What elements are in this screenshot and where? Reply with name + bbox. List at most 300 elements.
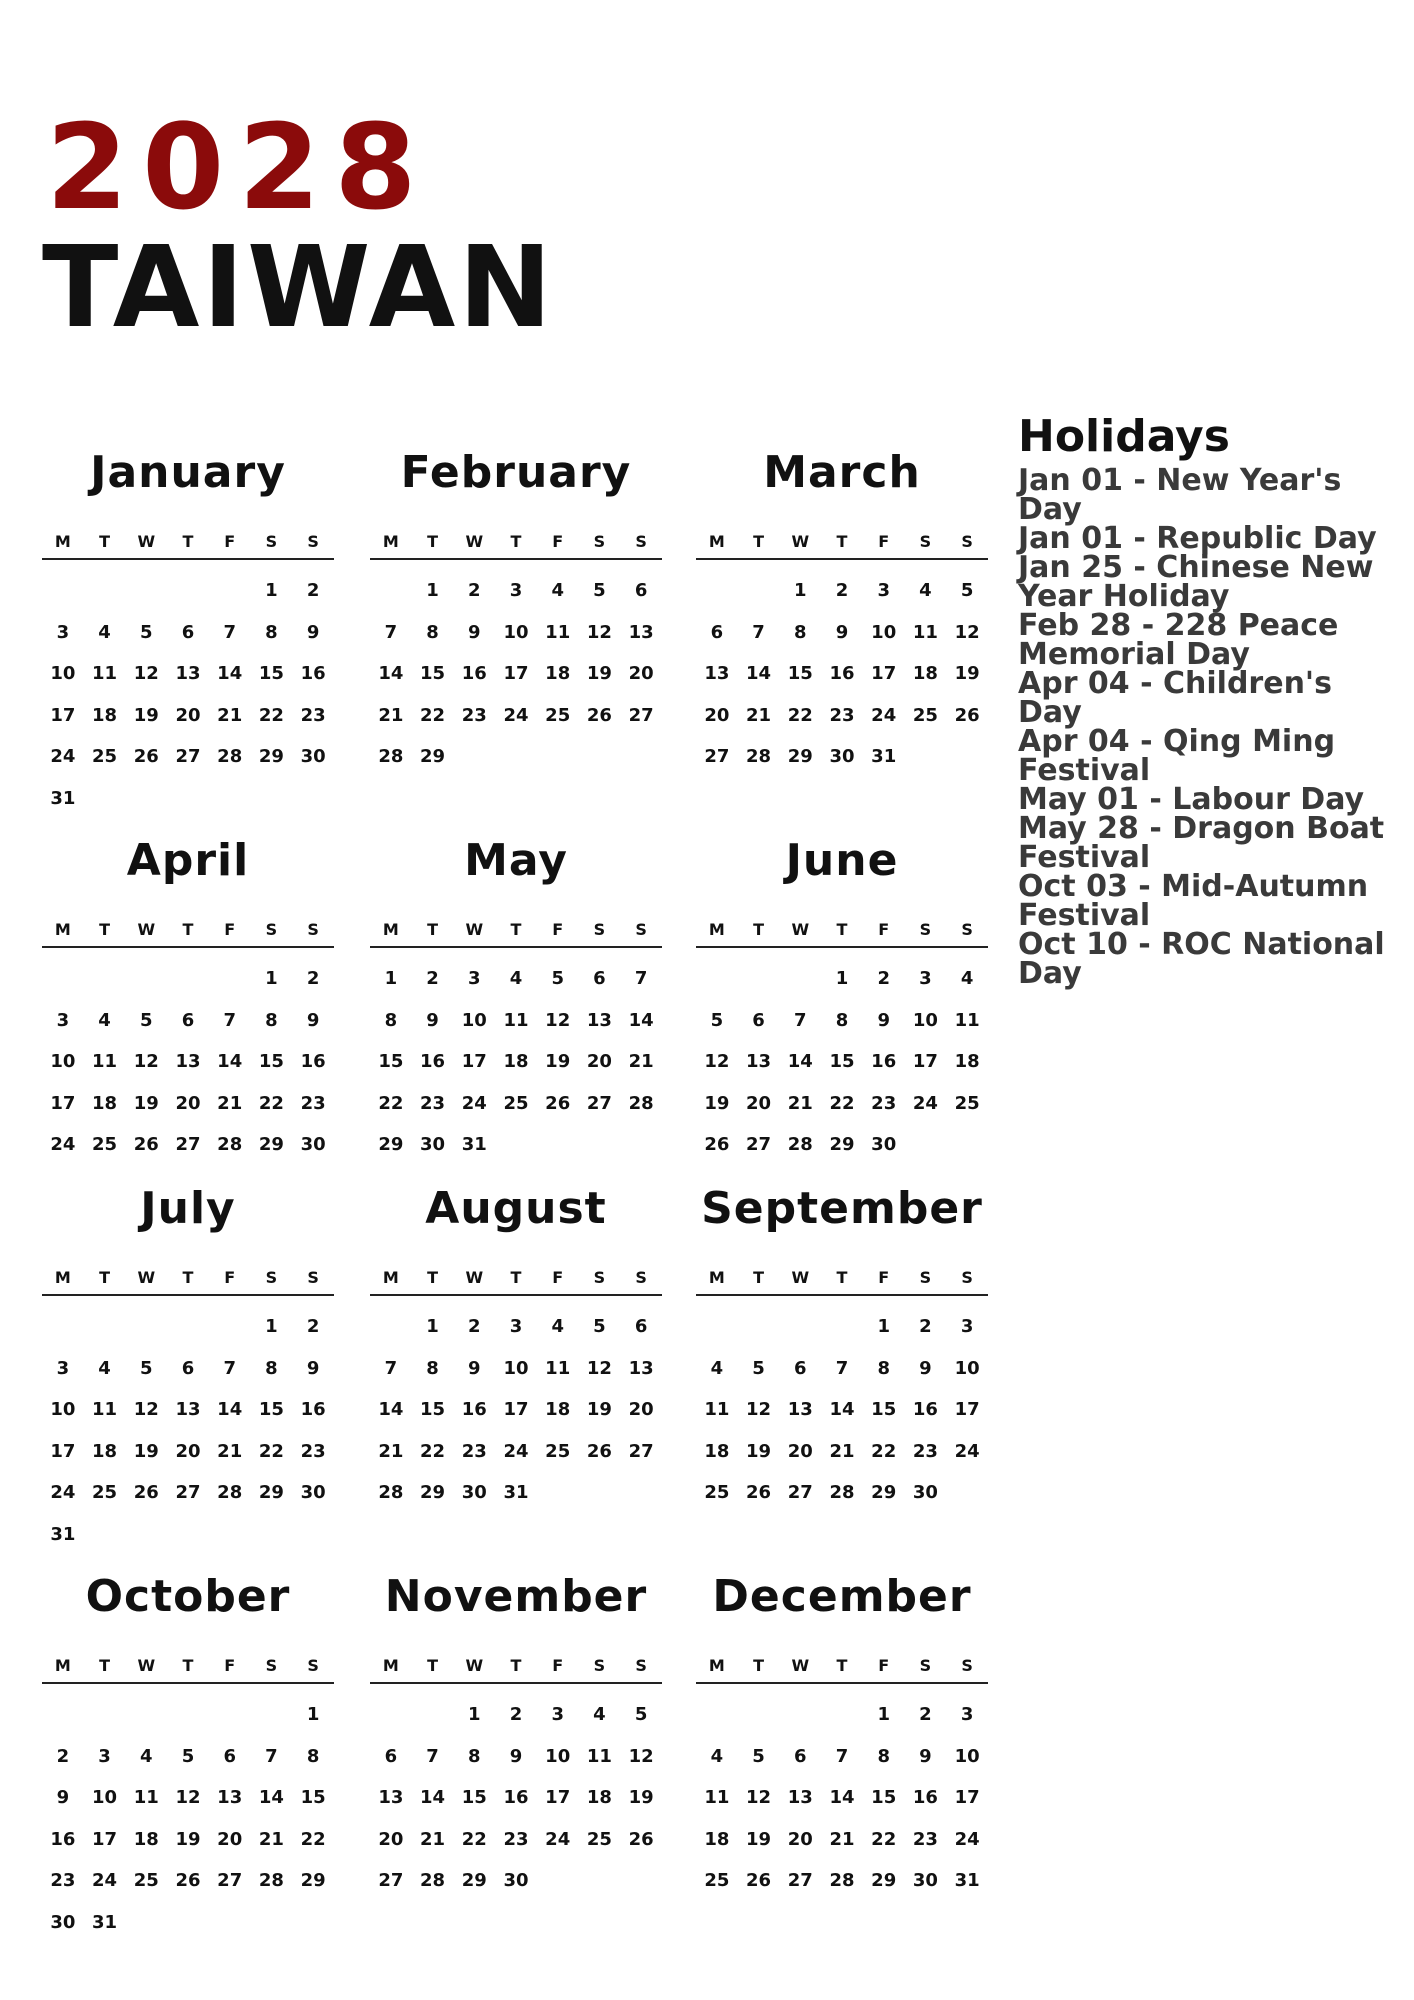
- day-cell: 20: [217, 1828, 243, 1850]
- day-cell: 21: [258, 1828, 284, 1850]
- day-cell: 10: [461, 1009, 487, 1031]
- weekday-label: S: [961, 1267, 973, 1287]
- holiday-item: Jan 01 - New Year's Day: [1018, 463, 1342, 527]
- day-cell: 28: [217, 1482, 243, 1503]
- day-cell: 5: [960, 580, 974, 601]
- day-cell: 1: [265, 580, 278, 601]
- day-cell: 2: [877, 968, 890, 989]
- day-cell: 3: [98, 1745, 111, 1767]
- holiday-item: Feb 28 - 228 Peace Memorial Day: [1018, 608, 1339, 672]
- day-cell: 29: [300, 1870, 326, 1891]
- calendar-year: 2028: [46, 98, 431, 236]
- day-cell: 4: [593, 1704, 606, 1725]
- day-cell: 17: [545, 1787, 571, 1808]
- weekday-label: S: [919, 1267, 932, 1287]
- day-cell: 8: [265, 1009, 278, 1031]
- month-name: January: [90, 447, 286, 498]
- day-cell: 17: [912, 1051, 938, 1072]
- weekday-header: [42, 916, 334, 948]
- day-grid: [42, 958, 334, 1166]
- day-cell: 7: [384, 621, 398, 643]
- empty-day-cell: [125, 958, 167, 1000]
- day-grid: [42, 570, 334, 819]
- day-cell: 13: [586, 1009, 612, 1031]
- weekday-header: [696, 528, 988, 560]
- day-cell: 13: [175, 663, 201, 684]
- day-cell: 10: [503, 1357, 529, 1379]
- holiday-item: Jan 01 - Republic Day: [1018, 521, 1377, 556]
- empty-day-cell: [125, 1694, 167, 1736]
- empty-day-cell: [696, 1306, 738, 1348]
- day-cell: 24: [50, 746, 76, 767]
- day-cell: 7: [223, 621, 236, 643]
- day-cell: 24: [503, 704, 529, 726]
- day-cell: 30: [461, 1482, 487, 1503]
- day-cell: 2: [835, 580, 849, 601]
- day-cell: 1: [835, 968, 849, 989]
- month-name: October: [85, 1571, 291, 1622]
- day-cell: 26: [586, 1440, 612, 1462]
- day-cell: 22: [829, 1092, 855, 1114]
- day-cell: 18: [503, 1051, 529, 1072]
- day-cell: 13: [378, 1787, 404, 1808]
- day-cell: 15: [378, 1051, 404, 1072]
- day-cell: 28: [420, 1870, 446, 1891]
- country-title: TAIWAN: [42, 223, 555, 353]
- day-cell: 5: [593, 1316, 606, 1337]
- day-cell: 6: [752, 1009, 765, 1031]
- day-cell: 26: [746, 1870, 772, 1891]
- day-grid: [42, 1306, 334, 1555]
- day-cell: 19: [746, 1440, 772, 1462]
- day-cell: 11: [92, 1051, 118, 1072]
- empty-day-cell: [84, 958, 126, 1000]
- day-cell: 6: [181, 621, 195, 643]
- day-cell: 24: [545, 1828, 571, 1850]
- weekday-label: M: [54, 1267, 71, 1287]
- day-cell: 13: [175, 1051, 201, 1072]
- weekday-label: T: [182, 1655, 194, 1675]
- day-cell: 29: [787, 746, 813, 767]
- day-cell: 11: [133, 1787, 159, 1808]
- day-cell: 25: [92, 1134, 118, 1155]
- weekday-label: W: [465, 919, 484, 939]
- day-cell: 11: [704, 1399, 730, 1420]
- day-cell: 1: [877, 1316, 890, 1337]
- holiday-item: Oct 10 - ROC National Day: [1018, 927, 1385, 991]
- day-cell: 19: [954, 663, 980, 684]
- day-cell: 13: [787, 1787, 813, 1808]
- day-cell: 20: [746, 1092, 772, 1114]
- day-cell: 18: [92, 1440, 118, 1462]
- day-cell: 9: [56, 1787, 70, 1808]
- day-cell: 8: [877, 1357, 890, 1379]
- day-cell: 25: [912, 704, 938, 726]
- day-cell: 10: [545, 1745, 571, 1767]
- weekday-label: F: [224, 531, 236, 551]
- day-cell: 13: [628, 621, 654, 643]
- day-cell: 22: [420, 704, 446, 726]
- empty-day-cell: [738, 1306, 780, 1348]
- day-cell: 14: [217, 1051, 243, 1072]
- empty-day-cell: [167, 1694, 209, 1736]
- day-cell: 17: [954, 1399, 980, 1420]
- weekday-label: S: [593, 1655, 606, 1675]
- day-cell: 20: [586, 1051, 612, 1072]
- day-cell: 15: [300, 1787, 326, 1808]
- day-cell: 10: [954, 1745, 980, 1767]
- empty-day-cell: [412, 1694, 454, 1736]
- day-cell: 30: [50, 1911, 76, 1933]
- day-cell: 22: [461, 1828, 487, 1850]
- weekday-label: M: [54, 531, 71, 551]
- day-cell: 15: [787, 663, 813, 684]
- day-grid: [696, 1694, 988, 1902]
- day-cell: 25: [545, 704, 571, 726]
- day-cell: 30: [420, 1134, 446, 1155]
- day-cell: 13: [704, 663, 730, 684]
- weekday-label: F: [878, 919, 890, 939]
- month-july: [42, 1184, 334, 1555]
- day-cell: 15: [420, 663, 446, 684]
- day-cell: 18: [704, 1828, 730, 1850]
- day-grid: [42, 1694, 334, 1943]
- day-cell: 12: [133, 1051, 159, 1072]
- weekday-label: W: [465, 1267, 484, 1287]
- day-cell: 10: [50, 663, 76, 684]
- weekday-label: T: [753, 531, 765, 551]
- weekday-label: T: [427, 919, 439, 939]
- weekday-label: S: [919, 919, 932, 939]
- day-cell: 9: [306, 1357, 320, 1379]
- day-cell: 14: [420, 1787, 446, 1808]
- day-cell: 27: [628, 704, 654, 726]
- weekday-label: F: [552, 919, 564, 939]
- weekday-label: W: [465, 1655, 484, 1675]
- day-cell: 4: [960, 968, 974, 989]
- month-august: [370, 1184, 662, 1514]
- empty-day-cell: [779, 1694, 821, 1736]
- weekday-header: [370, 1264, 662, 1296]
- weekday-label: M: [382, 919, 399, 939]
- day-cell: 5: [593, 580, 606, 601]
- day-cell: 28: [628, 1092, 654, 1114]
- holidays-panel: [1018, 411, 1398, 991]
- day-cell: 5: [551, 968, 564, 989]
- weekday-label: T: [510, 919, 522, 939]
- empty-day-cell: [42, 1306, 84, 1348]
- weekday-label: W: [137, 919, 156, 939]
- weekday-header: [42, 1652, 334, 1684]
- day-cell: 20: [787, 1440, 813, 1462]
- day-cell: 20: [175, 704, 201, 726]
- day-cell: 7: [223, 1357, 236, 1379]
- holiday-item: Jan 25 - Chinese New Year Holiday: [1018, 550, 1374, 614]
- day-cell: 24: [503, 1440, 529, 1462]
- day-cell: 23: [912, 1828, 938, 1850]
- day-cell: 1: [426, 1316, 439, 1337]
- day-cell: 23: [461, 704, 487, 726]
- day-cell: 31: [503, 1482, 529, 1503]
- weekday-label: T: [427, 531, 439, 551]
- day-cell: 8: [426, 1357, 439, 1379]
- day-cell: 11: [92, 1399, 118, 1420]
- day-cell: 27: [175, 746, 201, 767]
- weekday-label: F: [224, 1655, 236, 1675]
- weekday-label: S: [919, 1655, 932, 1675]
- day-cell: 27: [787, 1870, 813, 1891]
- day-cell: 22: [420, 1440, 446, 1462]
- day-cell: 27: [217, 1870, 243, 1891]
- weekday-label: S: [961, 531, 973, 551]
- day-cell: 2: [56, 1745, 70, 1767]
- day-cell: 2: [919, 1704, 932, 1725]
- day-cell: 4: [710, 1357, 724, 1379]
- empty-day-cell: [251, 1694, 293, 1736]
- day-cell: 28: [378, 746, 404, 767]
- day-cell: 16: [300, 1399, 326, 1420]
- day-cell: 11: [704, 1787, 730, 1808]
- day-cell: 24: [954, 1440, 980, 1462]
- weekday-header: [42, 528, 334, 560]
- day-cell: 7: [265, 1745, 278, 1767]
- weekday-header: [696, 916, 988, 948]
- day-cell: 20: [704, 704, 730, 726]
- empty-day-cell: [821, 1694, 863, 1736]
- day-cell: 9: [919, 1745, 932, 1767]
- day-cell: 3: [919, 968, 932, 989]
- day-cell: 27: [175, 1482, 201, 1503]
- day-cell: 1: [468, 1704, 481, 1725]
- day-cell: 23: [912, 1440, 938, 1462]
- weekday-label: S: [961, 919, 973, 939]
- month-name: September: [701, 1183, 983, 1234]
- day-cell: 12: [175, 1787, 201, 1808]
- day-cell: 18: [545, 663, 571, 684]
- day-cell: 16: [912, 1787, 938, 1808]
- day-cell: 8: [265, 1357, 278, 1379]
- day-cell: 14: [829, 1399, 855, 1420]
- month-january: [42, 448, 334, 819]
- day-cell: 12: [954, 621, 980, 643]
- day-cell: 2: [306, 580, 320, 601]
- day-cell: 21: [217, 704, 243, 726]
- day-cell: 23: [829, 704, 855, 726]
- day-cell: 9: [468, 1357, 481, 1379]
- day-cell: 26: [586, 704, 612, 726]
- day-cell: 29: [378, 1134, 404, 1155]
- day-cell: 4: [509, 968, 523, 989]
- day-cell: 28: [787, 1134, 813, 1155]
- day-cell: 10: [912, 1009, 938, 1031]
- day-cell: 4: [98, 621, 111, 643]
- day-cell: 5: [140, 1357, 153, 1379]
- day-cell: 29: [420, 746, 446, 767]
- month-name: December: [712, 1571, 972, 1622]
- weekday-label: T: [753, 1655, 765, 1675]
- day-cell: 24: [50, 1482, 76, 1503]
- day-cell: 19: [133, 704, 159, 726]
- day-cell: 12: [586, 621, 612, 643]
- day-cell: 16: [50, 1828, 76, 1850]
- day-cell: 18: [954, 1051, 980, 1072]
- day-cell: 15: [871, 1787, 897, 1808]
- month-name: June: [785, 835, 899, 886]
- weekday-header: [696, 1652, 988, 1684]
- day-cell: 13: [628, 1357, 654, 1379]
- day-cell: 1: [794, 580, 807, 601]
- day-cell: 17: [50, 704, 76, 726]
- day-cell: 21: [217, 1092, 243, 1114]
- day-grid: [370, 570, 662, 778]
- weekday-label: S: [635, 1655, 647, 1675]
- day-cell: 15: [461, 1787, 487, 1808]
- weekday-label: T: [99, 1655, 111, 1675]
- day-cell: 21: [420, 1828, 446, 1850]
- empty-day-cell: [370, 1694, 412, 1736]
- day-cell: 26: [628, 1828, 654, 1850]
- day-cell: 26: [133, 1482, 159, 1503]
- day-cell: 27: [378, 1870, 404, 1891]
- day-cell: 21: [378, 704, 404, 726]
- day-cell: 12: [746, 1787, 772, 1808]
- day-cell: 12: [746, 1399, 772, 1420]
- day-cell: 15: [258, 1399, 284, 1420]
- day-cell: 7: [384, 1357, 398, 1379]
- day-cell: 18: [92, 704, 118, 726]
- day-cell: 15: [258, 663, 284, 684]
- weekday-label: S: [635, 531, 647, 551]
- month-december: [696, 1572, 988, 1902]
- weekday-label: W: [137, 1267, 156, 1287]
- day-cell: 28: [258, 1870, 284, 1891]
- day-cell: 20: [378, 1828, 404, 1850]
- day-cell: 27: [787, 1482, 813, 1503]
- holidays-heading: Holidays: [1018, 411, 1230, 462]
- weekday-label: S: [635, 919, 647, 939]
- day-cell: 25: [133, 1870, 159, 1891]
- weekday-label: F: [552, 1267, 564, 1287]
- weekday-label: S: [265, 1267, 278, 1287]
- day-cell: 28: [829, 1482, 855, 1503]
- day-cell: 25: [92, 746, 118, 767]
- day-cell: 5: [140, 1009, 153, 1031]
- day-cell: 31: [461, 1134, 487, 1155]
- day-cell: 16: [300, 1051, 326, 1072]
- day-cell: 2: [468, 1316, 481, 1337]
- day-cell: 8: [877, 1745, 890, 1767]
- day-cell: 14: [628, 1009, 654, 1031]
- day-cell: 17: [92, 1828, 118, 1850]
- day-cell: 15: [871, 1399, 897, 1420]
- day-cell: 16: [912, 1399, 938, 1420]
- day-cell: 22: [258, 1440, 284, 1462]
- day-cell: 1: [265, 968, 278, 989]
- day-cell: 14: [378, 663, 404, 684]
- day-cell: 21: [746, 704, 772, 726]
- day-cell: 14: [378, 1399, 404, 1420]
- day-cell: 2: [509, 1704, 523, 1725]
- day-cell: 9: [468, 621, 481, 643]
- empty-day-cell: [167, 1306, 209, 1348]
- day-cell: 10: [503, 621, 529, 643]
- day-cell: 23: [503, 1828, 529, 1850]
- day-cell: 6: [384, 1745, 398, 1767]
- empty-day-cell: [42, 1694, 84, 1736]
- empty-day-cell: [42, 958, 84, 1000]
- day-cell: 19: [545, 1051, 571, 1072]
- day-cell: 8: [794, 621, 807, 643]
- month-february: [370, 448, 662, 778]
- day-cell: 6: [634, 580, 648, 601]
- weekday-label: M: [54, 919, 71, 939]
- empty-day-cell: [370, 570, 412, 612]
- weekday-label: W: [791, 531, 810, 551]
- day-cell: 13: [175, 1399, 201, 1420]
- day-cell: 6: [794, 1745, 807, 1767]
- day-cell: 23: [420, 1092, 446, 1114]
- day-cell: 27: [586, 1092, 612, 1114]
- day-cell: 9: [306, 1009, 320, 1031]
- day-cell: 1: [306, 1704, 320, 1725]
- month-name: February: [400, 447, 632, 498]
- weekday-label: T: [427, 1267, 439, 1287]
- day-cell: 19: [628, 1787, 654, 1808]
- day-cell: 11: [912, 621, 938, 643]
- day-cell: 11: [545, 1357, 571, 1379]
- weekday-header: [370, 1652, 662, 1684]
- weekday-header: [370, 528, 662, 560]
- day-cell: 19: [586, 1399, 612, 1420]
- day-cell: 3: [960, 1704, 974, 1725]
- day-cell: 18: [92, 1092, 118, 1114]
- day-cell: 17: [50, 1092, 76, 1114]
- day-cell: 19: [175, 1828, 201, 1850]
- day-cell: 8: [306, 1745, 320, 1767]
- day-grid: [370, 1306, 662, 1514]
- weekday-label: F: [552, 1655, 564, 1675]
- day-cell: 25: [704, 1482, 730, 1503]
- month-november: [370, 1572, 662, 1902]
- weekday-label: F: [878, 1655, 890, 1675]
- day-cell: 2: [919, 1316, 932, 1337]
- day-cell: 15: [829, 1051, 855, 1072]
- weekday-label: T: [836, 1267, 848, 1287]
- day-cell: 7: [835, 1745, 849, 1767]
- day-cell: 9: [835, 621, 849, 643]
- day-cell: 2: [306, 1316, 320, 1337]
- day-cell: 29: [258, 746, 284, 767]
- weekday-label: W: [791, 1655, 810, 1675]
- day-cell: 6: [634, 1316, 648, 1337]
- empty-day-cell: [84, 1306, 126, 1348]
- day-cell: 6: [593, 968, 606, 989]
- day-cell: 29: [258, 1482, 284, 1503]
- weekday-label: T: [510, 531, 522, 551]
- day-cell: 6: [181, 1357, 195, 1379]
- weekday-label: T: [836, 1655, 848, 1675]
- day-cell: 23: [461, 1440, 487, 1462]
- day-cell: 13: [746, 1051, 772, 1072]
- day-cell: 30: [300, 746, 326, 767]
- day-cell: 19: [133, 1092, 159, 1114]
- weekday-label: W: [137, 1655, 156, 1675]
- weekday-label: W: [791, 919, 810, 939]
- empty-day-cell: [167, 958, 209, 1000]
- day-cell: 19: [746, 1828, 772, 1850]
- empty-day-cell: [125, 1306, 167, 1348]
- day-cell: 20: [628, 1399, 654, 1420]
